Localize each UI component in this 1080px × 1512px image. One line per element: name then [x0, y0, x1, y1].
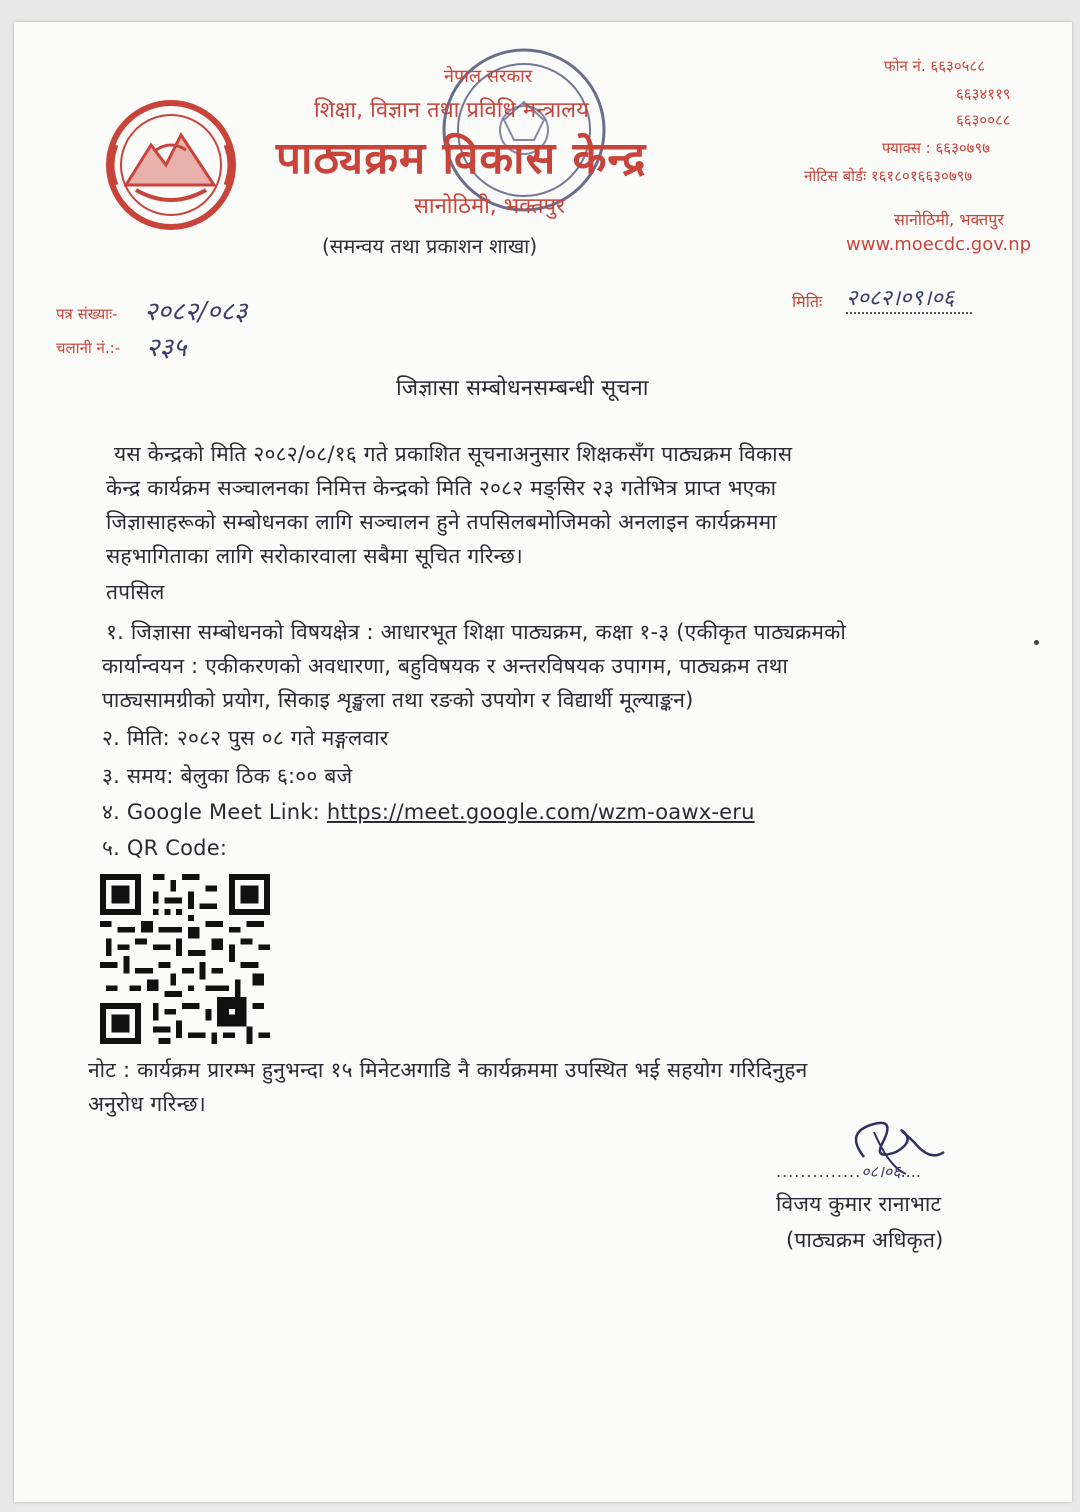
letter-no-label: पत्र संख्याः- — [56, 305, 118, 323]
nepal-emblem-icon — [96, 90, 246, 240]
right-address: सानोठिमी, भक्तपुर — [894, 210, 1004, 229]
centre-address: सानोठिमी, भक्तपुर — [414, 194, 566, 219]
centre-name: पाठ्यक्रम विकास केन्द्र — [276, 133, 647, 184]
signature-dots-date — [776, 1160, 921, 1182]
dispatch-value: २३५ — [146, 333, 187, 363]
phone-number-2: ६६३४११९ — [956, 85, 1011, 103]
website[interactable]: www.moecdc.gov.np — [846, 234, 1032, 255]
letter-no-value: २०८२/०८३ — [144, 297, 248, 327]
phone-label: फोन नं. — [884, 57, 926, 75]
paragraph-line-3: जिज्ञासाहरूको सम्बोधनका लागि सञ्चालन हुने तपसिलबमोजिमको अनलाइन कार्यक्रममा — [106, 510, 777, 534]
signature-dots: .............. — [776, 1162, 862, 1181]
phone-number-1: ६६३०५८८ — [930, 57, 986, 75]
dispatch-label: चलानी नं.:- — [56, 339, 121, 357]
item-1-line-1: १. जिज्ञासा सम्बोधनको विषयक्षेत्र : आधारभूत शिक्षा पाठ्यक्रम, कक्षा १-३ (एकीकृत पाठ्यक्रमको — [106, 620, 846, 644]
paragraph-line-4: सहभागिताका लागि सरोकारवाला सबैमा सूचित गरिन्छ। — [106, 544, 523, 568]
google-meet-link[interactable]: https://meet.google.com/wzm-oawx-eru — [326, 800, 755, 824]
fax-number: फ्याक्स : ६६३०७९७ — [882, 139, 991, 157]
margin-dot — [1034, 640, 1039, 645]
item-1-line-2: कार्यान्वयन : एकीकरणको अवधारणा, बहुविषयक र अन्तरविषयक उपागम, पाठ्यक्रम तथा — [102, 654, 788, 678]
notice-letter — [14, 22, 1072, 1502]
notice-board-number: नोटिस बोर्डः १६१८०१६६३०७९७ — [804, 167, 973, 185]
note-line-2: अनुरोध गरिन्छ। — [88, 1092, 206, 1116]
paragraph-line-1: यस केन्द्रको मिति २०८२/०८/१६ गते प्रकाशित सूचनाअनुसार शिक्षकसँग पाठ्यक्रम विकास — [114, 442, 793, 466]
item-3-time: ३. समय: बेलुका ठिक ६:०० बजे — [102, 764, 353, 788]
phone-number-3: ६६३००८८ — [956, 111, 1011, 129]
branch-name: (समन्वय तथा प्रकाशन शाखा) — [322, 234, 538, 258]
signatory-designation: (पाठ्यक्रम अधिकृत) — [786, 1228, 944, 1252]
signatory-name: विजय कुमार रानाभाट — [776, 1192, 942, 1216]
item-5-qr-label: ५. QR Code: — [102, 836, 228, 860]
ministry-name: शिक्षा, विज्ञान तथा प्रविधि मन्त्रालय — [314, 98, 589, 123]
item-4-link-row — [102, 798, 755, 826]
note-line-1: नोट : कार्यक्रम प्रारम्भ हुनुभन्दा १५ मिनेटअगाडि नै कार्यक्रममा उपस्थित भई सहयोग गरिदिनुहन — [88, 1058, 808, 1082]
govt-label: नेपाल सरकार — [444, 66, 533, 87]
item-2-date: २. मिति: २०८२ पुस ०८ गते मङ्गलवार — [102, 726, 389, 750]
date-label: मितिः — [792, 292, 823, 311]
phone-line-1 — [884, 56, 985, 76]
tapsil-heading: तपसिल — [106, 580, 165, 604]
item-4-label: ४. Google Meet Link: — [102, 800, 320, 824]
paragraph-line-2: केन्द्र कार्यक्रम सञ्चालनका निमित्त केन्द्रको मिति २०८२ मङ्सिर २३ गतेभित्र प्राप्त भएका — [106, 476, 777, 500]
signature-date: ०८।०६ — [861, 1162, 901, 1181]
subject: जिज्ञासा सम्बोधनसम्बन्धी सूचना — [396, 376, 649, 401]
item-1-line-3: पाठ्यसामग्रीको प्रयोग, सिकाइ शृङ्खला तथा रङको उपयोग र विद्यार्थी मूल्याङ्कन) — [102, 688, 694, 712]
qr-code-icon[interactable] — [100, 874, 270, 1044]
date-value: २०८२।०९।०६ — [846, 282, 972, 314]
signature-dots-trail: .... — [900, 1162, 921, 1181]
